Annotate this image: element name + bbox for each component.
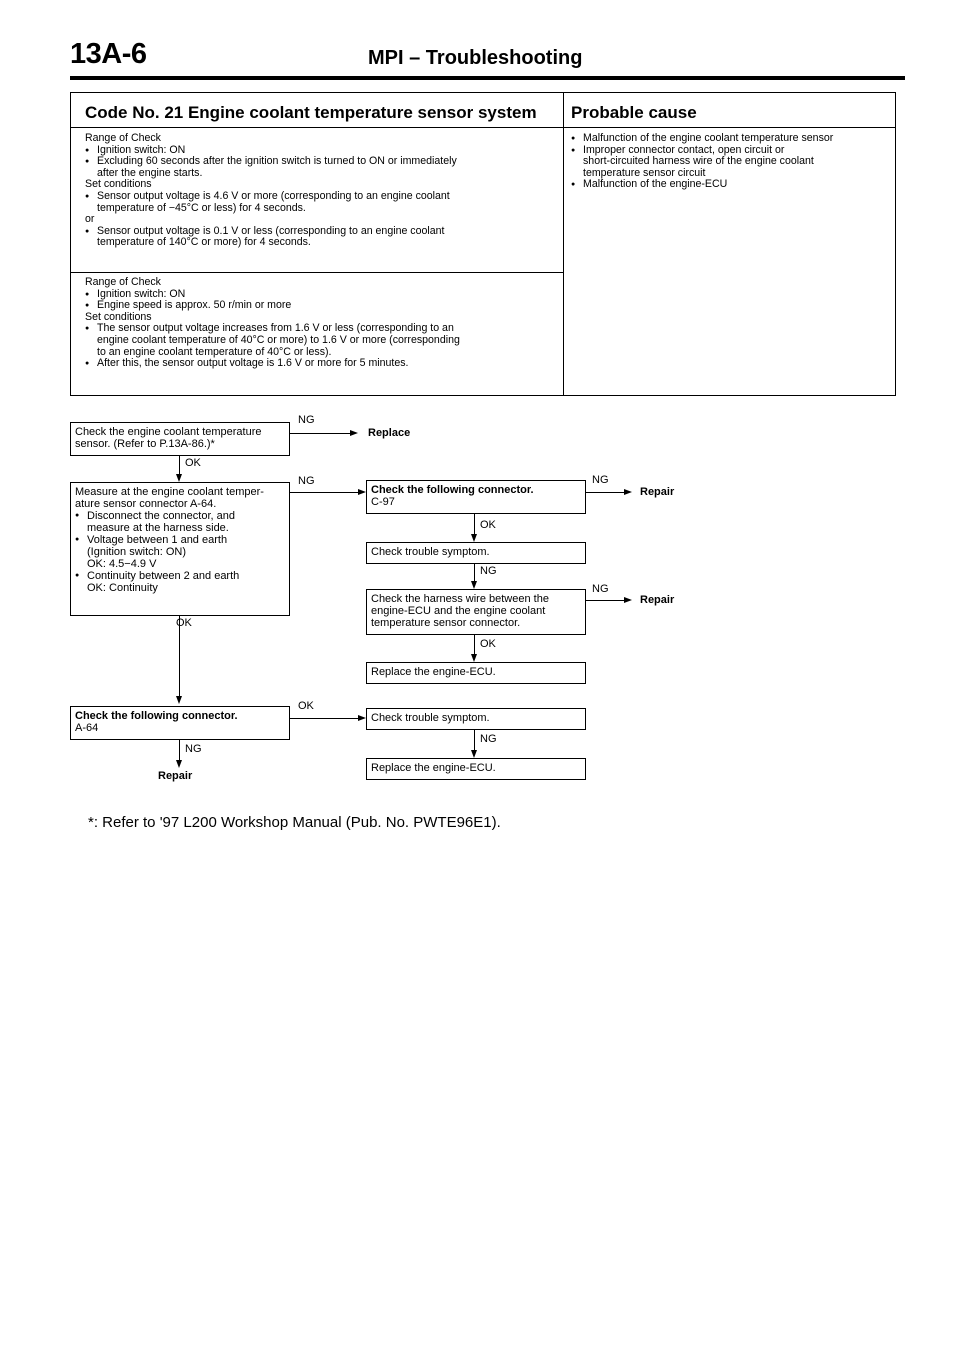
ok-label: OK [480,638,496,650]
cond1-line: after the engine starts. [97,166,203,179]
cond2-line: ● After this, the sensor output voltage is 1.6 V or more for 5 minutes. [85,358,561,370]
probable-cause-heading: Probable cause [571,103,697,122]
probable-causes [571,133,891,191]
ng-label: NG [592,474,609,486]
cause-line: short-circuited harness wire of the engine coolant [583,155,814,168]
page-number: 13A-6 [70,38,147,70]
code-heading: Code No. 21 Engine coolant temperature sensor system [85,103,537,122]
page-title: MPI – Troubleshooting [368,47,583,69]
ok-label: OK [185,457,201,469]
diagnosis-table [70,92,896,396]
ng-label: NG [298,475,315,487]
arrow-down-icon [176,474,182,482]
check-a64-line: A-64 [75,722,99,734]
check-harness-line: Check the harness wire between the [371,593,549,605]
connector-line [290,718,358,719]
check-harness-line: temperature sensor connector. [371,617,521,629]
replace-ecu-box [366,758,586,780]
check-sensor-line: Check the engine coolant temperature [75,426,262,438]
connector-line [290,492,358,493]
cause-line: ● Improper connector contact, open circuit or [571,145,891,157]
connector-line [179,456,180,474]
cond2-line: ● The sensor output voltage increases from 1.6 V or less (corresponding to an [85,323,561,335]
arrow-right-icon [350,430,358,436]
arrow-down-icon [471,750,477,758]
cond2-line: ● Engine speed is approx. 50 r/min or more [85,300,561,312]
check-sensor-box [70,422,290,456]
ng-label: NG [480,733,497,745]
repair-label: Repair [158,770,193,782]
measure-line: ● Voltage between 1 and earth [75,534,285,546]
measure-line: (Ignition switch: ON) [87,546,187,558]
check-a64-line: Check the following connector. [75,710,238,722]
cond2-line: Range of Check [85,276,161,288]
table-header-divider [71,127,895,128]
check-symptom-text: Check trouble symptom. [371,546,490,558]
arrow-right-icon [358,715,366,721]
measure-box [70,482,290,616]
arrow-right-icon [624,489,632,495]
measure-line: Measure at the engine coolant temper- [75,486,264,498]
check-c97-line: C-97 [371,496,395,508]
cause-line: temperature sensor circuit [583,166,706,179]
check-conditions-2 [85,277,561,370]
cond1-line: ● Sensor output voltage is 4.6 V or more (corresponding to an engine coolant [85,191,561,203]
measure-line: ● Disconnect the connector, and [75,510,285,522]
arrow-right-icon [624,597,632,603]
arrow-right-icon [358,489,366,495]
check-conditions-1 [85,133,561,249]
connector-line [179,740,180,760]
table-row-divider [71,272,563,273]
cond1-line: temperature of −45°C or less) for 4 seconds. [97,201,306,214]
check-symptom-box [366,708,586,730]
ng-label: NG [185,743,202,755]
connector-line [290,433,350,434]
arrow-down-icon [176,760,182,768]
cond1-line: ● Sensor output voltage is 0.1 V or less (corresponding to an engine coolant [85,226,561,238]
check-c97-line: Check the following connector. [371,484,534,496]
ng-label: NG [592,583,609,595]
connector-line [179,616,180,696]
cause-line: ● Malfunction of the engine-ECU [571,179,891,191]
arrow-down-icon [471,581,477,589]
cond2-line: Set conditions [85,310,152,323]
table-column-divider [563,93,564,395]
measure-line: OK: Continuity [87,582,158,594]
cond2-line: to an engine coolant temperature of 40°C or less). [97,345,332,358]
connector-line [586,600,624,601]
replace-label: Replace [368,427,411,439]
cond1-line: or [85,213,95,226]
measure-line: ● Continuity between 2 and earth [75,570,285,582]
replace-ecu-text: Replace the engine-ECU. [371,666,496,678]
ok-label: OK [480,519,496,531]
connector-line [474,730,475,752]
check-connector-c97-box [366,480,586,514]
connector-line [586,492,624,493]
arrow-down-icon [471,534,477,542]
cond1-line: ● Ignition switch: ON [85,145,561,157]
cond1-line: ● Excluding 60 seconds after the ignition switch is turned to ON or immediately [85,156,561,168]
check-symptom-box [366,542,586,564]
cond2-line: ● Ignition switch: ON [85,289,561,301]
check-harness-line: engine-ECU and the engine coolant [371,605,546,617]
arrow-down-icon [176,696,182,704]
connector-line [474,514,475,536]
arrow-down-icon [471,654,477,662]
measure-line: measure at the harness side. [87,522,229,534]
cause-line: ● Malfunction of the engine coolant temperature sensor [571,133,891,145]
connector-line [474,635,475,655]
check-sensor-line: sensor. (Refer to P.13A-86.)* [75,438,215,450]
replace-ecu-text: Replace the engine-ECU. [371,762,496,774]
ok-label: OK [298,700,314,712]
repair-label: Repair [640,594,675,606]
repair-label: Repair [640,486,675,498]
header-rule [70,76,905,80]
footnote: *: Refer to '97 L200 Workshop Manual (Pub. No. PWTE96E1). [88,814,501,831]
ng-label: NG [298,414,315,426]
check-harness-box [366,589,586,635]
cond2-line: engine coolant temperature of 40°C or more) to 1.6 V or more (corresponding [97,333,460,346]
replace-ecu-box [366,662,586,684]
cond1-line: Range of Check [85,132,161,144]
cond1-line: Set conditions [85,178,152,191]
check-connector-a64-box [70,706,290,740]
ng-label: NG [480,565,497,577]
ok-label: OK [176,617,192,629]
measure-line: ature sensor connector A-64. [75,498,217,510]
cond1-line: temperature of 140°C or more) for 4 seconds. [97,236,311,249]
measure-line: OK: 4.5−4.9 V [87,558,157,570]
check-symptom-text: Check trouble symptom. [371,712,490,724]
